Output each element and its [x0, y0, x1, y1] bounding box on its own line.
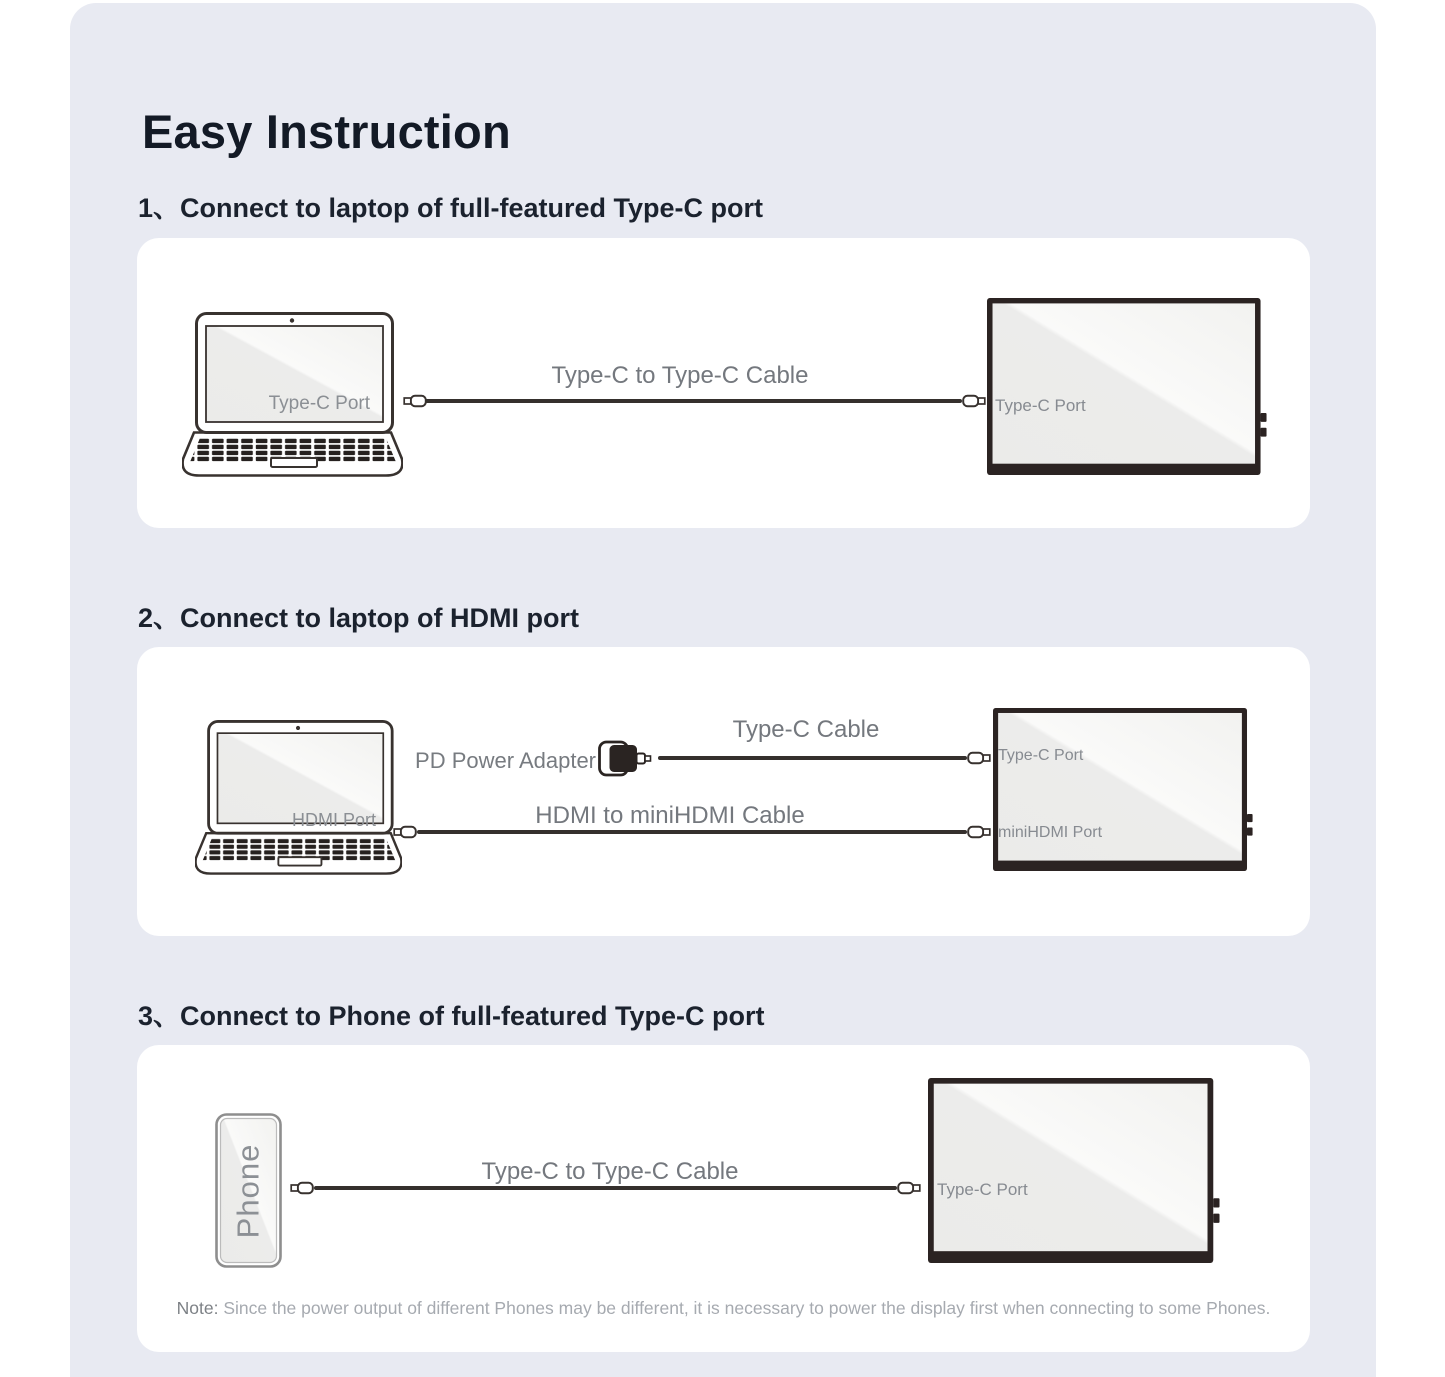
phone-label: Phone	[230, 1143, 266, 1238]
typec-connector-icon	[290, 1180, 314, 1196]
typec-connector-icon	[403, 393, 427, 409]
monitor-illustration	[928, 1078, 1220, 1263]
phone-label-wrap	[215, 1113, 282, 1268]
section-3-panel	[137, 1045, 1310, 1352]
section-2-heading: 2、Connect to laptop of HDMI port	[138, 603, 579, 633]
cable-line	[417, 830, 967, 833]
top-cable-label: Type-C Cable	[732, 716, 880, 743]
section-1-heading: 1、Connect to laptop of full-featured Type-C port	[138, 193, 763, 223]
bottom-cable-label: HDMI to miniHDMI Cable	[535, 802, 805, 829]
section-2-panel	[137, 647, 1310, 936]
adapter-label: PD Power Adapter	[415, 748, 596, 773]
power-adapter-illustration	[598, 738, 658, 780]
monitor-port-label: Type-C Port	[937, 1180, 1028, 1199]
laptop-port-label: Type-C Port	[268, 393, 370, 414]
cable-line	[314, 1186, 897, 1189]
cable-label: Type-C to Type-C Cable	[551, 362, 809, 389]
laptop-port-label: HDMI Port	[291, 810, 376, 830]
note-label: Note:	[176, 1298, 219, 1318]
typec-connector-icon	[967, 750, 991, 766]
note-text: Since the power output of different Phones may be different, it is necessary to power the display first when connecting to some Phones.	[223, 1298, 1271, 1318]
note	[137, 1298, 1310, 1319]
section-3-heading: 3、Connect to Phone of full-featured Type-C port	[138, 1001, 765, 1031]
typec-connector-icon	[897, 1180, 921, 1196]
monitor-illustration	[987, 298, 1267, 475]
typec-connector-icon	[962, 393, 986, 409]
cable-label: Type-C to Type-C Cable	[481, 1158, 739, 1185]
hdmi-connector-icon	[393, 824, 417, 840]
monitor-port-label: Type-C Port	[995, 396, 1086, 415]
cable-line	[658, 756, 967, 759]
monitor-port-label-bottom: miniHDMI Port	[998, 824, 1103, 841]
laptop-illustration	[195, 720, 402, 875]
page-title: Easy Instruction	[142, 105, 511, 158]
monitor-illustration	[993, 708, 1253, 871]
section-1-panel	[137, 238, 1310, 528]
cable-line	[425, 399, 962, 402]
monitor-port-label-top: Type-C Port	[998, 747, 1084, 764]
mini-hdmi-connector-icon	[967, 824, 991, 840]
